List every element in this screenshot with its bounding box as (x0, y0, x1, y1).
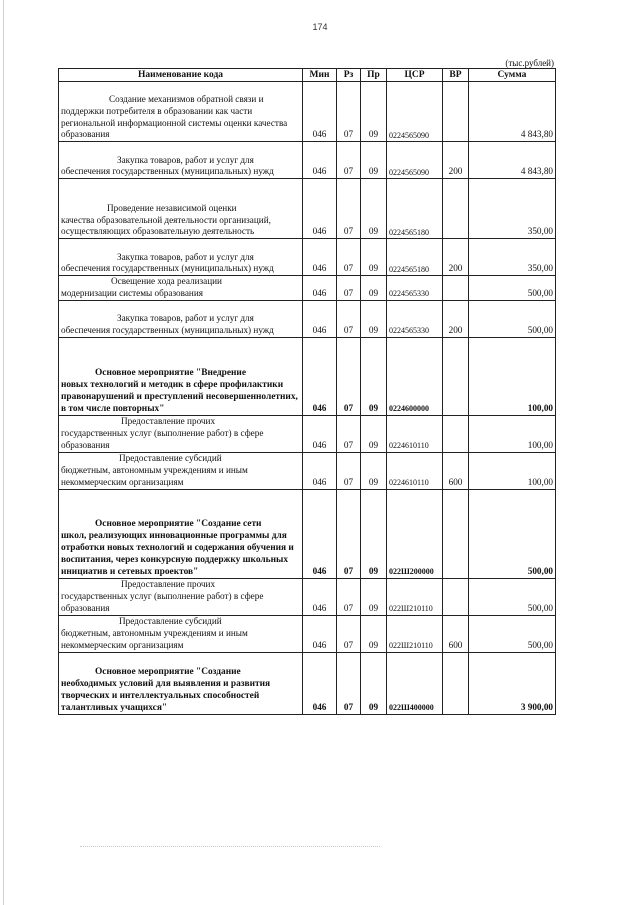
row-vr (443, 82, 469, 142)
header-csr: ЦСР (387, 69, 443, 82)
row-vr (443, 276, 469, 301)
table-row (59, 142, 556, 179)
row-vr (443, 337, 469, 415)
row-min: 046 (303, 337, 337, 415)
row-name-continuation: государственных услуг (выполнение работ) в сфере образования (61, 591, 264, 613)
row-name-first-line: Закупка товаров, работ и услуг для (117, 313, 254, 324)
row-pr: 09 (361, 452, 387, 489)
row-name (59, 615, 303, 652)
row-name (59, 578, 303, 615)
table-body (59, 82, 556, 715)
row-min: 046 (303, 489, 337, 578)
row-name (59, 337, 303, 415)
table-row (59, 276, 556, 301)
row-name-continuation: обеспечения государственных (муниципальных) нужд (61, 324, 274, 335)
row-name-first-line: Предоставление субсидий (119, 616, 222, 627)
row-csr: 0224600000 (387, 337, 443, 415)
row-rz: 07 (337, 300, 361, 337)
row-name-continuation: школ, реализующих инновационные программы для отработки новых технологий и содержания обучения и воспитания, через конкурсную поддержку школьных инициатив и сетевых проектов" (61, 530, 294, 577)
row-pr: 09 (361, 615, 387, 652)
row-pr: 09 (361, 142, 387, 179)
row-rz: 07 (337, 337, 361, 415)
row-pr: 09 (361, 489, 387, 578)
scan-edge-line (3, 0, 4, 905)
row-pr: 09 (361, 179, 387, 239)
row-name-first-line: Закупка товаров, работ и услуг для (117, 251, 254, 262)
row-name-first-line: Освещение хода реализации (111, 276, 222, 287)
row-vr (443, 489, 469, 578)
row-name-continuation: модернизации системы образования (61, 287, 203, 298)
row-name-first-line: Основное мероприятие "Внедрение (95, 367, 246, 378)
row-pr: 09 (361, 578, 387, 615)
row-sum: 100,00 (469, 415, 556, 452)
row-name-first-line: Закупка товаров, работ и услуг для (117, 154, 254, 165)
row-name-first-line: Предоставление субсидий (119, 453, 222, 464)
row-name (59, 179, 303, 239)
header-name: Наименование кода (59, 69, 303, 82)
table-row (59, 300, 556, 337)
row-sum: 500,00 (469, 276, 556, 301)
row-name-continuation: поддержки потребителя в образовании как части региональной информационной системы оценки качества образования (61, 105, 288, 140)
row-rz: 07 (337, 82, 361, 142)
row-min: 046 (303, 142, 337, 179)
row-name-first-line: Основное мероприятие "Создание сети (95, 518, 262, 529)
row-vr (443, 179, 469, 239)
header-pr: Пр (361, 69, 387, 82)
row-min: 046 (303, 82, 337, 142)
row-name-first-line: Предоставление прочих (121, 416, 216, 427)
table-row (59, 82, 556, 142)
row-name-first-line: Предоставление прочих (121, 579, 216, 590)
row-name (59, 489, 303, 578)
row-sum: 3 900,00 (469, 652, 556, 714)
row-min: 046 (303, 452, 337, 489)
row-rz: 07 (337, 142, 361, 179)
row-rz: 07 (337, 276, 361, 301)
row-name-continuation: обеспечения государственных (муниципальных) нужд (61, 166, 274, 177)
row-sum: 100,00 (469, 337, 556, 415)
row-name-first-line: Основное мероприятие "Создание (95, 666, 241, 677)
row-sum: 500,00 (469, 489, 556, 578)
row-name (59, 452, 303, 489)
header-vr: ВР (443, 69, 469, 82)
row-csr: 022Ш400000 (387, 652, 443, 714)
table-row (59, 337, 556, 415)
row-rz: 07 (337, 179, 361, 239)
row-rz: 07 (337, 489, 361, 578)
row-csr: 0224565090 (387, 142, 443, 179)
row-name-first-line: Создание механизмов обратной связи и (109, 94, 264, 105)
row-name (59, 82, 303, 142)
row-csr: 0224565330 (387, 300, 443, 337)
row-sum: 500,00 (469, 578, 556, 615)
table-header-row (59, 69, 556, 82)
row-rz: 07 (337, 239, 361, 276)
row-min: 046 (303, 652, 337, 714)
row-rz: 07 (337, 652, 361, 714)
row-vr: 600 (443, 452, 469, 489)
row-min: 046 (303, 239, 337, 276)
row-name-continuation: обеспечения государственных (муниципальных) нужд (61, 263, 274, 274)
row-name-first-line: Проведение независимой оценки (107, 202, 237, 213)
row-min: 046 (303, 415, 337, 452)
row-sum: 4 843,80 (469, 82, 556, 142)
row-csr: 0224610110 (387, 415, 443, 452)
table-row (59, 652, 556, 714)
row-sum: 350,00 (469, 239, 556, 276)
table-row (59, 489, 556, 578)
table-row (59, 578, 556, 615)
row-name-continuation: необходимых условий для выявления и развития творческих и интеллектуальных способностей талантливых учащихся" (61, 678, 271, 713)
row-pr: 09 (361, 276, 387, 301)
row-name-continuation: качества образовательной деятельности организаций, осуществляющих образовательную деятельность (61, 214, 271, 237)
row-rz: 07 (337, 415, 361, 452)
table-row (59, 179, 556, 239)
budget-table (58, 68, 556, 715)
row-rz: 07 (337, 578, 361, 615)
row-csr: 0224565180 (387, 239, 443, 276)
row-sum: 500,00 (469, 300, 556, 337)
row-sum: 500,00 (469, 615, 556, 652)
row-name-continuation: бюджетным, автономным учреждениям и иным некоммерческим организациям (61, 465, 248, 487)
row-name (59, 415, 303, 452)
row-vr: 600 (443, 615, 469, 652)
row-name-continuation: бюджетным, автономным учреждениям и иным некоммерческим организациям (61, 628, 248, 650)
row-name (59, 300, 303, 337)
row-csr: 0224565180 (387, 179, 443, 239)
row-csr: 0224565330 (387, 276, 443, 301)
table-row (59, 452, 556, 489)
table-row (59, 615, 556, 652)
row-csr: 0224610110 (387, 452, 443, 489)
row-pr: 09 (361, 337, 387, 415)
row-name (59, 652, 303, 714)
row-sum: 100,00 (469, 452, 556, 489)
row-name-continuation: новых технологий и методик в сфере профилактики правонарушений и преступлений несовершеннолетних, в том числе повторных" (61, 379, 298, 414)
row-sum: 350,00 (469, 179, 556, 239)
row-min: 046 (303, 179, 337, 239)
row-pr: 09 (361, 82, 387, 142)
row-vr (443, 578, 469, 615)
row-vr: 200 (443, 300, 469, 337)
row-csr: 022Ш210110 (387, 578, 443, 615)
row-vr (443, 652, 469, 714)
row-vr (443, 415, 469, 452)
row-pr: 09 (361, 239, 387, 276)
units-label: (тыс.рублей) (505, 58, 554, 68)
row-name (59, 276, 303, 301)
row-name-continuation: государственных услуг (выполнение работ) в сфере образования (61, 428, 264, 450)
header-sum: Сумма (469, 69, 556, 82)
row-pr: 09 (361, 300, 387, 337)
row-pr: 09 (361, 415, 387, 452)
row-min: 046 (303, 578, 337, 615)
row-pr: 09 (361, 652, 387, 714)
row-csr: 022Ш200000 (387, 489, 443, 578)
row-name (59, 142, 303, 179)
row-min: 046 (303, 276, 337, 301)
table-row (59, 415, 556, 452)
page-number: 174 (312, 22, 328, 32)
header-rz: Рз (337, 69, 361, 82)
row-vr: 200 (443, 239, 469, 276)
header-min: Мин (303, 69, 337, 82)
row-csr: 022Ш210110 (387, 615, 443, 652)
row-vr: 200 (443, 142, 469, 179)
row-rz: 07 (337, 452, 361, 489)
row-csr: 0224565090 (387, 82, 443, 142)
table-row (59, 239, 556, 276)
row-name (59, 239, 303, 276)
row-rz: 07 (337, 615, 361, 652)
scan-artifact (80, 846, 380, 849)
row-sum: 4 843,80 (469, 142, 556, 179)
row-min: 046 (303, 300, 337, 337)
row-min: 046 (303, 615, 337, 652)
